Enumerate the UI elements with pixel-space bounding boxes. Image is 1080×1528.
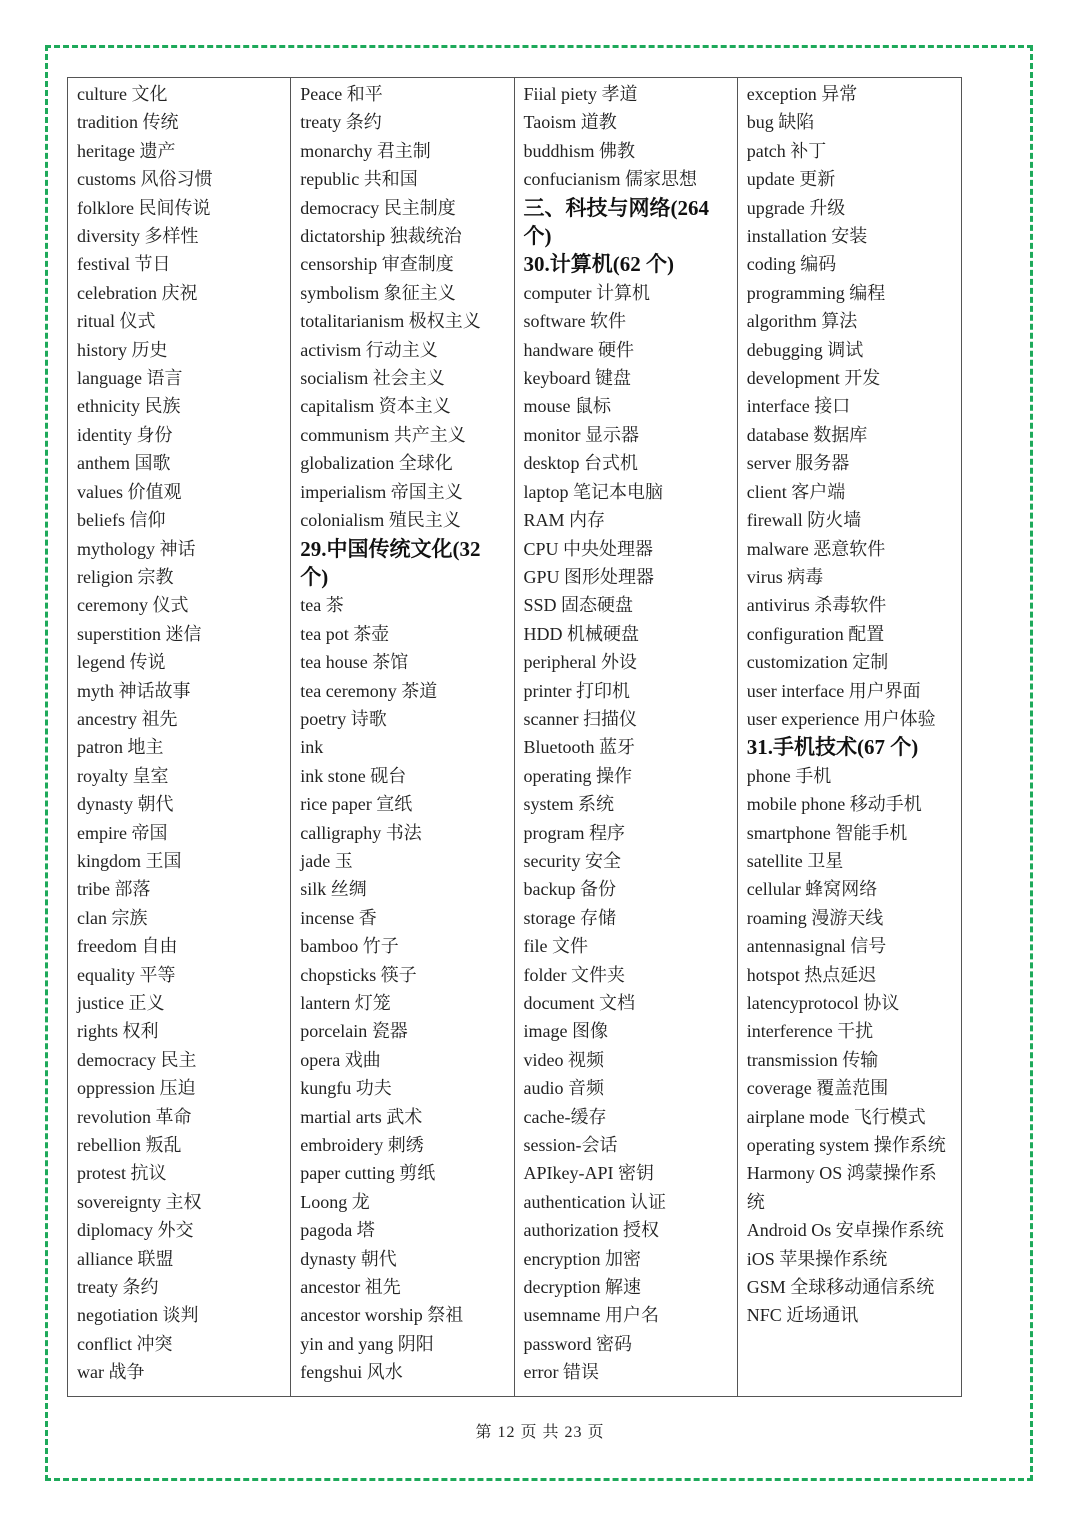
vocab-entry: embroidery 刺绣	[300, 1135, 424, 1156]
vocab-entry: folklore 民间传说	[77, 197, 211, 218]
vocab-entry: tea 茶	[300, 595, 344, 616]
vocab-entry: operating system 操作系统	[746, 1135, 946, 1156]
vocab-entry: keyboard 键盘	[523, 368, 631, 389]
vocab-entry: rice paper 宣纸	[300, 794, 413, 815]
vocab-entry: republic 共和国	[300, 169, 418, 190]
vocab-entry: patron 地主	[77, 737, 164, 758]
vocab-entry: porcelain 瓷器	[300, 1021, 408, 1042]
vocab-entry: authentication 认证	[523, 1191, 666, 1212]
vocab-entry: APIkey-API 密钥	[523, 1163, 654, 1184]
vocab-entry: roaming 漫游天线	[746, 907, 884, 928]
vocab-entry: festival 节日	[77, 254, 171, 275]
vocab-entry: paper cutting 剪纸	[300, 1163, 436, 1184]
vocab-entry: jade 玉	[300, 850, 353, 871]
vocab-entry: monitor 显示器	[523, 424, 639, 445]
vocab-entry: configuration 配置	[746, 623, 885, 644]
vocab-entry: empire 帝国	[77, 822, 168, 843]
vocab-entry: CPU 中央处理器	[523, 538, 654, 559]
vocab-entry: buddhism 佛教	[523, 140, 636, 161]
vocab-entry: handware 硬件	[523, 339, 634, 360]
vocab-entry: mythology 神话	[77, 538, 196, 559]
vocab-entry: lantern 灯笼	[300, 993, 391, 1013]
vocab-entry: authorization 授权	[523, 1220, 659, 1241]
vocab-entry: values 价值观	[77, 481, 182, 502]
vocab-entry: war 战争	[77, 1362, 145, 1383]
vocab-entry: backup 备份	[523, 879, 616, 900]
vocab-entry: dynasty 朝代	[77, 794, 174, 815]
vocab-entry: ancestor worship 祭祖	[300, 1305, 464, 1326]
vocab-entry: coverage 覆盖范围	[746, 1078, 889, 1099]
vocab-entry: user interface 用户界面	[746, 680, 921, 701]
vocab-entry: ink stone 砚台	[300, 765, 407, 786]
vocab-entry: beliefs 信仰	[77, 510, 166, 531]
vocab-entry: yin and yang 阴阳	[300, 1333, 434, 1354]
vocab-entry: diversity 多样性	[77, 226, 199, 247]
vocab-entry: democracy 民主	[77, 1049, 197, 1070]
vocab-entry: Bluetooth 蓝牙	[523, 737, 635, 758]
vocab-entry: kingdom 王国	[77, 850, 182, 871]
vocab-entry: security 安全	[523, 850, 621, 871]
vocab-entry: program 程序	[523, 822, 625, 843]
vocab-entry: malware 恶意软件	[746, 538, 886, 559]
vocab-entry: bamboo 竹子	[300, 936, 399, 957]
section-heading: 三、科技与网络(264个)	[523, 195, 709, 249]
vocab-entry: conflict 冲突	[77, 1333, 173, 1354]
vocab-entry: kungfu 功夫	[300, 1078, 392, 1099]
vocab-entry: smartphone 智能手机	[746, 822, 908, 843]
vocab-entry: clan 宗族	[77, 907, 148, 928]
vocab-entry: rebellion 叛乱	[77, 1135, 182, 1156]
vocab-entry: coding 编码	[746, 254, 837, 275]
vocab-entry: scanner 扫描仪	[523, 708, 637, 729]
vocab-entry: phone 手机	[746, 765, 832, 786]
vocab-entry: culture 文化	[77, 84, 168, 104]
vocab-entry: silk 丝绸	[300, 879, 367, 900]
vocab-entry: fengshui 风水	[300, 1362, 403, 1383]
vocab-entry: alliance 联盟	[77, 1248, 174, 1269]
page-number: 第 12 页 共 23 页	[475, 1424, 605, 1441]
vocab-entry: ancestry 祖先	[77, 708, 178, 729]
vocab-entry: royalty 皇室	[77, 765, 169, 786]
vocab-entry: monarchy 君主制	[300, 140, 431, 161]
vocab-entry: legend 传说	[77, 652, 166, 673]
vocab-entry: update 更新	[746, 169, 836, 190]
vocab-entry: operating 操作	[523, 765, 632, 786]
vocab-entry: iOS 苹果操作系统	[746, 1248, 888, 1269]
vocab-entry: negotiation 谈判	[77, 1305, 199, 1326]
vocab-entry: SSD 固态硬盘	[523, 595, 634, 616]
vocab-entry: folder 文件夹	[523, 964, 625, 985]
vocab-entry: mouse 鼠标	[523, 396, 611, 417]
vocab-entry: totalitarianism 极权主义	[300, 311, 481, 332]
vocab-entry: tea pot 茶壶	[300, 623, 390, 644]
vocab-entry: treaty 条约	[77, 1277, 159, 1298]
vocab-entry: audio 音频	[523, 1078, 604, 1099]
vocabulary-table	[67, 77, 962, 1397]
vocab-entry: capitalism 资本主义	[300, 396, 451, 417]
section-heading: 31.手机技术(67 个)	[746, 735, 919, 760]
vocab-entry: dynasty 朝代	[300, 1248, 397, 1269]
vocab-entry: mobile phone 移动手机	[746, 794, 922, 815]
vocab-entry: tea house 茶馆	[300, 652, 409, 673]
vocab-entry: symbolism 象征主义	[300, 282, 456, 303]
section-heading: 29.中国传统文化(32个)	[300, 536, 481, 589]
vocab-entry: sovereignty 主权	[77, 1191, 202, 1212]
vocab-entry: martial arts 武术	[300, 1106, 423, 1127]
vocab-entry: ritual 仪式	[77, 311, 156, 332]
vocab-entry: peripheral 外设	[523, 652, 637, 673]
section-heading: 30.计算机(62 个)	[523, 252, 674, 277]
vocab-entry: socialism 社会主义	[300, 368, 445, 389]
vocab-entry: laptop 笔记本电脑	[523, 481, 663, 502]
vocab-entry: tradition 传统	[77, 112, 179, 133]
vocab-entry: Fiial piety 孝道	[523, 84, 638, 104]
vocab-entry: debugging 调试	[746, 339, 864, 360]
vocab-entry: usemname 用户名	[523, 1305, 659, 1326]
vocab-entry: ancestor 祖先	[300, 1277, 401, 1298]
vocab-entry: freedom 自由	[77, 936, 178, 957]
vocab-entry: revolution 革命	[77, 1106, 192, 1127]
vocab-entry: user experience 用户体验	[746, 708, 936, 729]
vocab-entry: justice 正义	[77, 993, 165, 1013]
vocab-entry: document 文档	[523, 993, 635, 1013]
vocab-entry: password 密码	[523, 1333, 632, 1354]
vocab-entry: satellite 卫星	[746, 850, 844, 871]
vocab-entry: RAM 内存	[523, 510, 606, 531]
vocab-entry: celebration 庆祝	[77, 282, 198, 303]
vocab-entry: Android Os 安卓操作系统	[746, 1220, 944, 1241]
vocab-entry: calligraphy 书法	[300, 822, 422, 843]
vocab-entry: virus 病毒	[746, 566, 824, 587]
vocab-entry: exception 异常	[746, 84, 858, 104]
vocab-entry: computer 计算机	[523, 282, 650, 303]
vocab-entry: programming 编程	[746, 282, 886, 303]
vocab-entry: development 开发	[746, 368, 881, 389]
vocab-entry: latencyprotocol 协议	[746, 993, 900, 1013]
vocab-entry: installation 安装	[746, 226, 868, 247]
vocab-entry: desktop 台式机	[523, 453, 638, 474]
vocab-entry: cache-缓存	[523, 1106, 607, 1127]
vocab-entry: Peace 和平	[300, 84, 383, 104]
vocab-entry: antivirus 杀毒软件	[746, 595, 887, 616]
vocab-entry: confucianism 儒家思想	[523, 169, 697, 190]
vocab-entry: upgrade 升级	[746, 197, 846, 218]
vocab-entry: tea ceremony 茶道	[300, 680, 438, 701]
vocab-entry: imperialism 帝国主义	[300, 481, 463, 502]
vocab-entry: system 系统	[523, 794, 615, 815]
vocab-entry: oppression 压迫	[77, 1078, 196, 1099]
vocab-entry: NFC 近场通讯	[746, 1305, 859, 1326]
vocab-entry: treaty 条约	[300, 112, 382, 133]
vocab-entry: software 软件	[523, 311, 626, 332]
vocab-entry: activism 行动主义	[300, 339, 438, 360]
vocab-entry: interface 接口	[746, 396, 851, 417]
vocab-entry: communism 共产主义	[300, 424, 466, 445]
vocab-entry: session-会话	[523, 1135, 618, 1156]
vocab-entry: video 视频	[523, 1049, 604, 1070]
vocab-entry: incense 香	[300, 907, 377, 928]
vocab-entry: Harmony OS 鸿蒙操作系统	[746, 1163, 937, 1212]
vocab-entry: storage 存储	[523, 907, 616, 928]
vocab-entry: history 历史	[77, 339, 168, 360]
vocab-entry: rights 权利	[77, 1021, 159, 1042]
vocab-entry: democracy 民主制度	[300, 197, 456, 218]
vocab-entry: poetry 诗歌	[300, 708, 387, 729]
vocab-entry: anthem 国歌	[77, 453, 171, 474]
vocab-entry: ethnicity 民族	[77, 396, 181, 417]
vocab-entry: diplomacy 外交	[77, 1220, 194, 1241]
vocab-entry: error 错误	[523, 1362, 599, 1383]
vocab-entry: identity 身份	[77, 424, 173, 445]
vocab-entry: transmission 传输	[746, 1049, 879, 1070]
vocab-entry: censorship 审查制度	[300, 254, 454, 275]
vocab-entry: superstition 迷信	[77, 623, 202, 644]
vocab-entry: customization 定制	[746, 652, 889, 673]
vocab-entry: chopsticks 筷子	[300, 964, 417, 985]
vocab-entry: opera 戏曲	[300, 1049, 381, 1070]
vocab-entry: GSM 全球移动通信系统	[746, 1277, 935, 1298]
vocab-entry: globalization 全球化	[300, 453, 453, 474]
vocab-entry: HDD 机械硬盘	[523, 623, 639, 644]
vocab-entry: algorithm 算法	[746, 311, 858, 332]
vocab-entry: antennasignal 信号	[746, 936, 887, 957]
vocab-entry: GPU 图形处理器	[523, 566, 655, 587]
vocab-entry: colonialism 殖民主义	[300, 510, 461, 531]
table-column-1	[68, 78, 291, 1396]
vocab-entry: file 文件	[523, 936, 588, 957]
vocab-entry: interference 干扰	[746, 1021, 874, 1042]
table-column-4	[738, 78, 961, 1396]
vocab-entry: Loong 龙	[300, 1191, 370, 1212]
vocab-entry: cellular 蜂窝网络	[746, 879, 878, 900]
vocab-entry: protest 抗议	[77, 1163, 167, 1184]
table-column-3	[515, 78, 738, 1396]
vocab-entry: patch 补丁	[746, 140, 827, 161]
vocab-entry: bug 缺陷	[746, 112, 815, 133]
vocab-entry: myth 神话故事	[77, 680, 191, 701]
vocab-entry: Taoism 道教	[523, 112, 617, 133]
vocab-entry: printer 打印机	[523, 680, 630, 701]
table-column-2	[291, 78, 514, 1396]
vocab-entry: religion 宗教	[77, 566, 174, 587]
vocab-entry: dictatorship 独裁统治	[300, 226, 462, 247]
vocab-entry: tribe 部落	[77, 879, 151, 900]
vocab-entry: firewall 防火墙	[746, 510, 862, 531]
vocab-entry: decryption 解速	[523, 1277, 641, 1298]
vocab-entry: ceremony 仪式	[77, 595, 189, 616]
vocab-entry: customs 风俗习惯	[77, 169, 213, 190]
vocab-entry: language 语言	[77, 368, 183, 389]
vocab-entry: pagoda 塔	[300, 1220, 375, 1241]
vocab-entry: hotspot 热点延迟	[746, 964, 877, 985]
vocab-entry: database 数据库	[746, 424, 868, 445]
vocab-entry: equality 平等	[77, 964, 176, 985]
vocab-entry: airplane mode 飞行模式	[746, 1106, 926, 1127]
vocab-entry: server 服务器	[746, 453, 850, 474]
vocab-entry: heritage 遗产	[77, 140, 176, 161]
vocab-entry: ink	[300, 737, 324, 758]
vocab-entry: image 图像	[523, 1021, 608, 1042]
vocab-entry: client 客户端	[746, 481, 846, 502]
vocab-entry: encryption 加密	[523, 1248, 641, 1269]
